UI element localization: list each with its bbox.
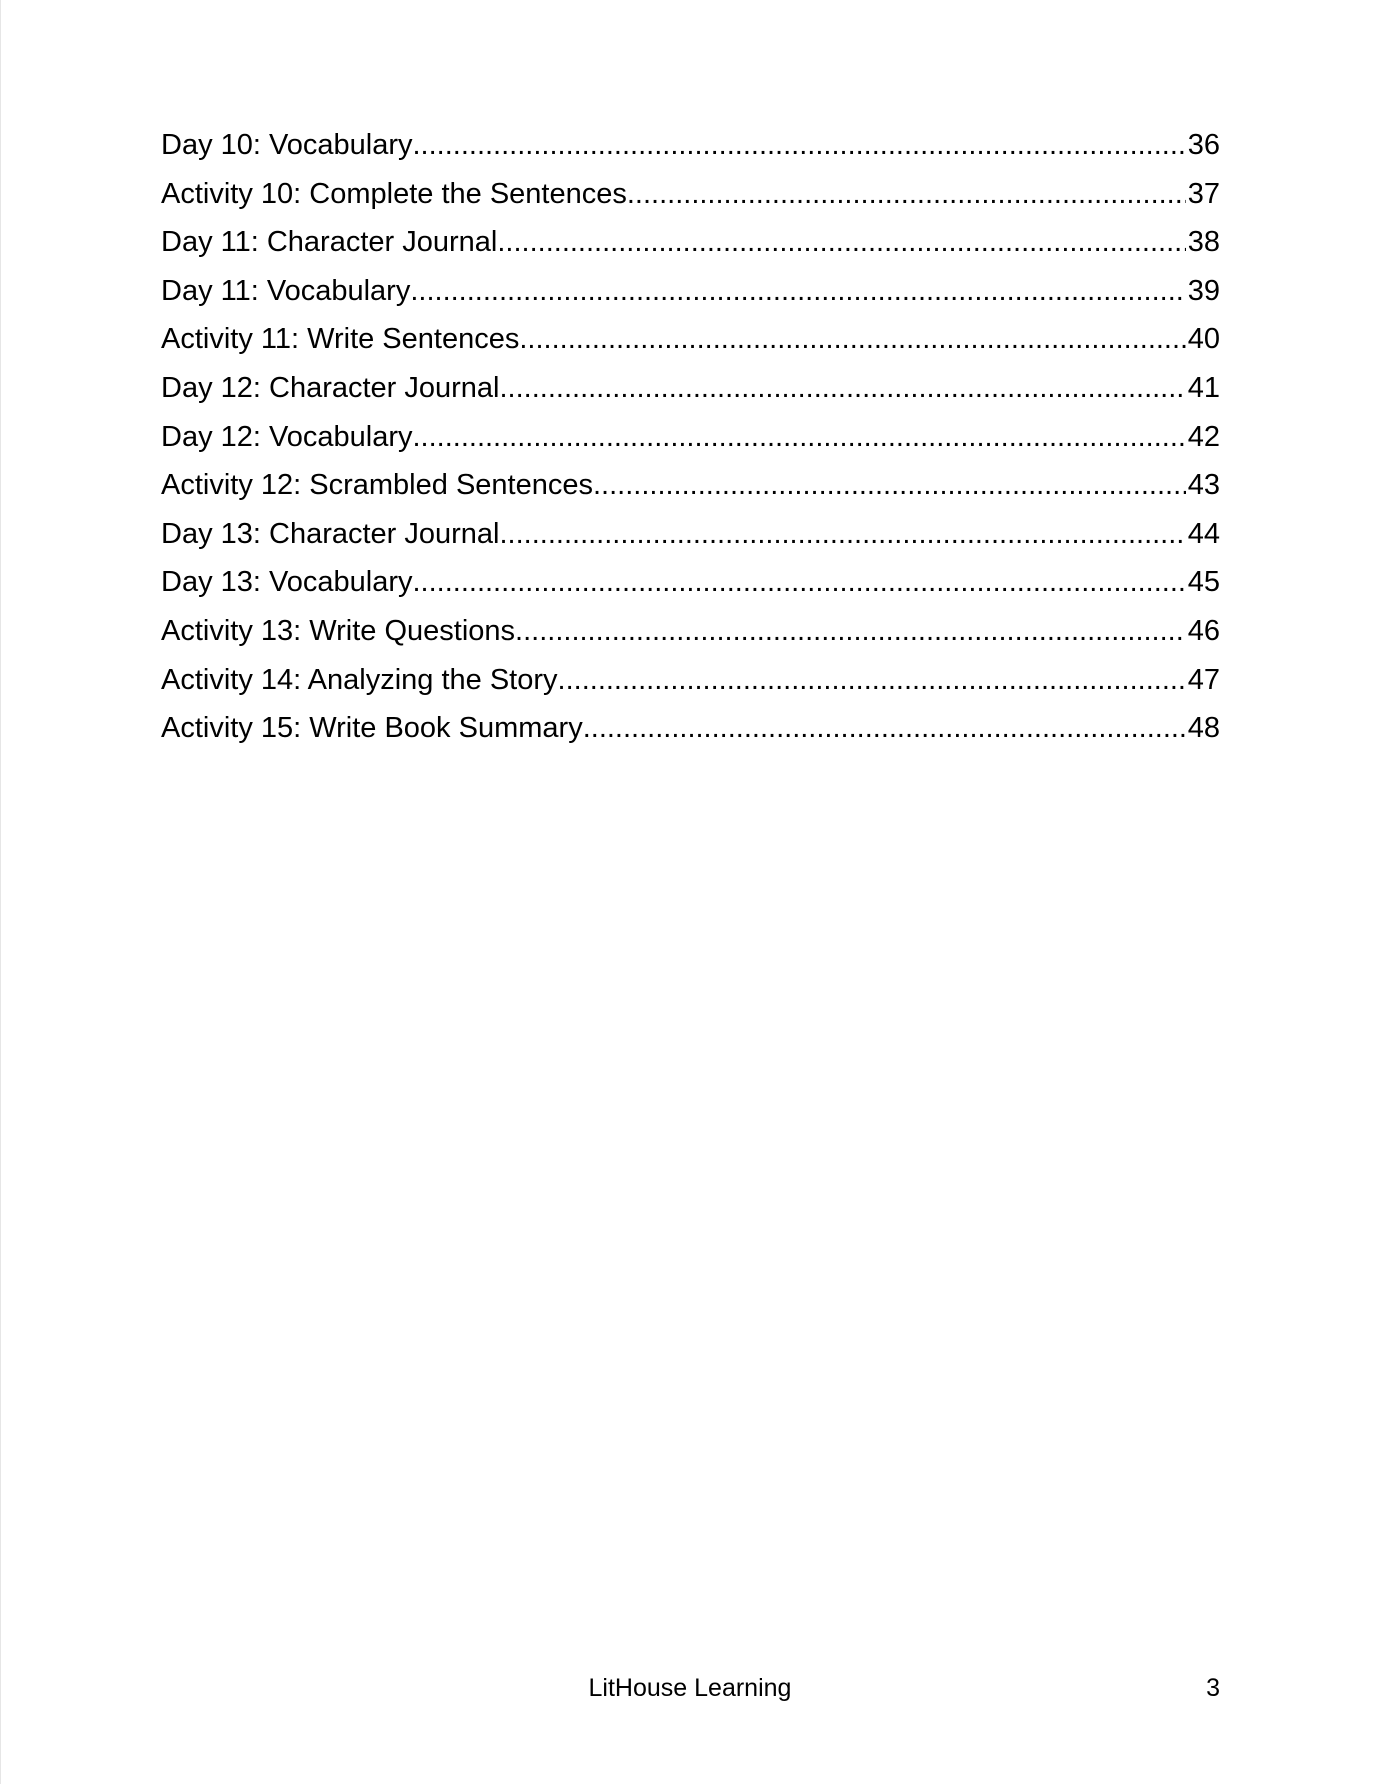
toc-entry-title: Day 11: Character Journal xyxy=(161,226,498,259)
toc-entry-page: 41 xyxy=(1187,371,1220,404)
toc-entry-page: 48 xyxy=(1187,712,1220,745)
toc-entry[interactable] xyxy=(161,218,1220,267)
toc-dot-leader xyxy=(412,558,1186,607)
toc-entry-title: Activity 14: Analyzing the Story xyxy=(161,663,558,696)
toc-entry-title: Activity 15: Write Book Summary xyxy=(161,712,583,745)
toc-dot-leader xyxy=(500,510,1187,559)
toc-entry[interactable] xyxy=(161,315,1220,364)
toc-entry[interactable] xyxy=(161,121,1220,170)
toc-entry-title: Day 10: Vocabulary xyxy=(161,129,413,161)
toc-entry-page: 40 xyxy=(1187,323,1220,356)
toc-entry-title: Day 12: Vocabulary xyxy=(161,420,413,453)
toc-dot-leader xyxy=(412,413,1186,462)
toc-entry-title: Day 12: Character Journal xyxy=(161,371,500,404)
toc-entry[interactable] xyxy=(161,364,1220,413)
toc-entry[interactable] xyxy=(161,413,1220,462)
toc-entry[interactable] xyxy=(161,510,1220,559)
toc-dot-leader xyxy=(515,607,1186,656)
toc-entry-title: Day 11: Vocabulary xyxy=(161,274,411,307)
toc-dot-leader xyxy=(500,364,1187,413)
toc-entry-page: 36 xyxy=(1187,129,1220,161)
toc-entry-title: Day 13: Character Journal xyxy=(161,517,500,550)
toc-dot-leader xyxy=(410,267,1186,316)
toc-dot-leader xyxy=(627,170,1186,219)
toc-entry[interactable] xyxy=(161,461,1220,510)
toc-dot-leader xyxy=(593,461,1186,510)
toc-entry-page: 44 xyxy=(1187,517,1220,550)
toc-entry-title: Activity 13: Write Questions xyxy=(161,614,516,647)
footer-page-number: 3 xyxy=(1206,1674,1220,1702)
table-of-contents xyxy=(161,121,1220,753)
toc-entry-page: 46 xyxy=(1187,614,1220,647)
toc-entry[interactable] xyxy=(161,656,1220,705)
toc-entry-page: 38 xyxy=(1187,226,1220,259)
toc-entry-title: Activity 12: Scrambled Sentences xyxy=(161,469,593,502)
toc-entry-page: 43 xyxy=(1187,469,1220,502)
toc-dot-leader xyxy=(497,218,1186,267)
toc-entry[interactable] xyxy=(161,170,1220,219)
footer-title: LitHouse Learning xyxy=(588,1674,792,1702)
toc-entry-title: Activity 10: Complete the Sentences xyxy=(161,177,627,210)
toc-entry-page: 47 xyxy=(1187,663,1220,696)
toc-dot-leader xyxy=(558,656,1186,705)
toc-entry[interactable] xyxy=(161,267,1220,316)
toc-entry-title: Day 13: Vocabulary xyxy=(161,566,413,599)
toc-entry-page: 37 xyxy=(1187,177,1220,210)
toc-entry[interactable] xyxy=(161,558,1220,607)
page-edge xyxy=(0,0,1,1784)
toc-entry-title: Activity 11: Write Sentences xyxy=(161,323,520,356)
toc-entry[interactable] xyxy=(161,704,1220,753)
toc-entry[interactable] xyxy=(161,607,1220,656)
toc-dot-leader xyxy=(412,121,1186,170)
toc-dot-leader xyxy=(583,704,1186,753)
toc-dot-leader xyxy=(519,315,1186,364)
toc-entry-page: 39 xyxy=(1187,274,1220,307)
toc-entry-page: 42 xyxy=(1187,420,1220,453)
toc-entry-page: 45 xyxy=(1187,566,1220,599)
